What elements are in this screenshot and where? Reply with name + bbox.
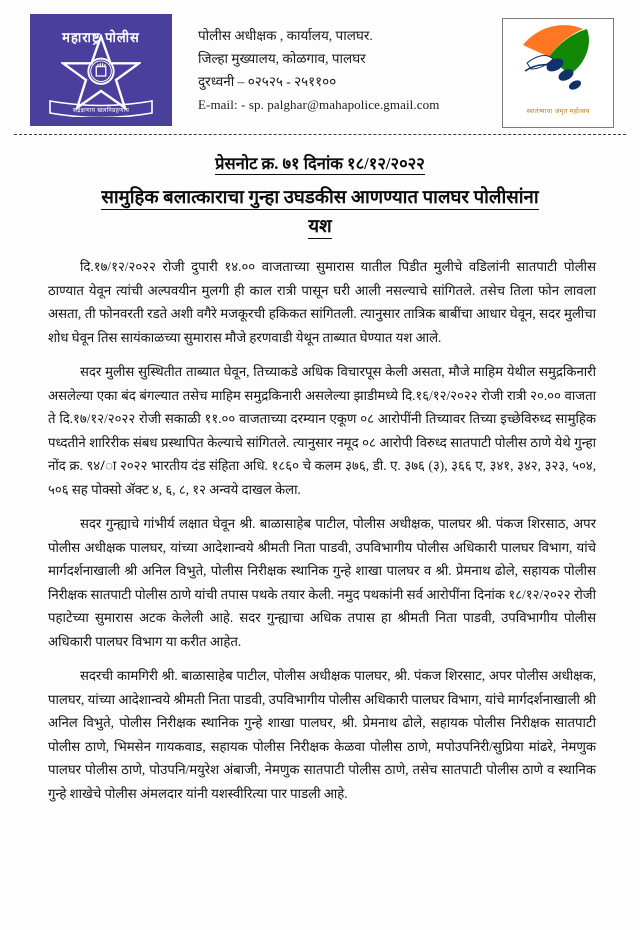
police-logo-motto: सद्रक्षणाय खलनिग्रहणाय bbox=[72, 108, 130, 114]
header-divider bbox=[14, 134, 626, 135]
address-line-email: E-mail: - sp. palghar@mahapolice.gmail.com bbox=[198, 96, 440, 112]
amrit-logo-caption: स्वातंत्र्याचा अमृत महोत्सव bbox=[526, 108, 590, 115]
amrit-mahotsav-logo bbox=[502, 18, 614, 128]
press-note-number-text: प्रेसनोट क्र. ७१ दिनांक १८/१२/२०२२ bbox=[215, 154, 425, 173]
body-paragraph: दि.१७/१२/२०२२ रोजी दुपारी १४.०० वाजताच्या सुमारास यातील पिडीत मुलीचे वडिलांनी सातपाटी पोलीस ठाण्यात येवून त्यांची अल्पवयीन मुलगी ही काल रात्री पासून घरी आली नसल्याचे सांगितले. तसेच तिला फोन लावला असता, ती फोनवरती रडते अशी वगैरे मजकूरची हकिकत सांगितली. त्यानुसार तात्रिक बाबींचा आधार घेवून, सदर मुलीचा शोध घेवून तिस सायंकाळच्या सुमारास मौजे हरणवाडी येथून ताब्यात घेण्यात यश आले. bbox=[48, 259, 596, 345]
maharashtra-police-logo bbox=[30, 14, 172, 126]
address-line-headquarters: जिल्हा मुख्यालय, कोळगाव, पालघर bbox=[198, 51, 366, 67]
document-body bbox=[48, 255, 596, 805]
body-paragraph: सदरची कामगिरी श्री. बाळासाहेब पाटील, पोलीस अधीक्षक पालघर, श्री. पंकज शिरसाट, अपर पोलीस अधीक्षक, पालघर, यांच्या आदेशान्वये श्रीमती निता पाडवी, उपविभागीय पोलीस अधिकारी पालघर विभाग, यांचे मार्गदर्शनाखाली श्री अनिल विभुते, पोलीस निरीक्षक स्थानिक गुन्हे शाखा पालघर, श्री. प्रेमनाथ ढोले, सहायक पोलीस निरीक्षक सातपाटी पोलीस ठाणे, भिमसेन गायकवाड, सहायक पोलीस निरीक्षक केळवा पोलीस ठाणे, मपोउपनिरी/सुप्रिया मांढरे, नेमणुक पालघर पोलीस ठाणे, पोउपनि/मयुरेश अंबाजी, नेमणुक सातपाटी पोलीस ठाणे, तसेच सातपाटी पोलीस ठाणे व स्थानिक गुन्हे शाखेचे पोलीस अंमलदार यांनी यशस्वीरित्या पार पाडली आहे. bbox=[48, 668, 596, 801]
office-address-block bbox=[172, 14, 502, 116]
body-paragraph: सदर गुन्ह्याचे गांभीर्य लक्षात घेवून श्री. बाळासाहेब पाटील, पोलीस अधीक्षक, पालघर श्री. पंकज शिरसाठ, अपर पोलीस अधीक्षक पालघर, यांच्या आदेशान्वये श्रीमती निता पाडवी, उपविभागीय पोलीस अधिकारी पालघर विभाग, यांचे मार्गदर्शनाखाली श्री अनिल विभुते, पोलीस निरीक्षक स्थानिक गुन्हे शाखा पालघर व श्री. प्रेमनाथ ढोले, सहायक पोलीस निरीक्षक सातपाटी पोलीस ठाणे यांची तपास पथके तयार केली. नमुद पथकांनी सर्व आरोपींना दिनांक १८/१२/२०२२ रोजी पहाटेच्या सुमारास अटक केलेली आहे. सदर गुन्ह्याचा अधिक तपास हा श्रीमती निता पाडवी, उपविभागीय पोलीस अधिकारी पालघर विभाग या करीत आहेत. bbox=[48, 516, 596, 649]
headline-line-1: सामुहिक बलात्काराचा गुन्हा उघडकीस आणण्यात पालघर पोलीसांना bbox=[101, 188, 539, 208]
tricolour-flame-icon bbox=[503, 19, 611, 103]
page-title bbox=[36, 184, 604, 241]
police-logo-top-text: महाराष्ट्र पोलीस bbox=[62, 29, 140, 46]
body-paragraph: सदर मुलीस सुस्थितीत ताब्यात घेवून, तिच्याकडे अधिक विचारपूस केली असता, मौजे माहिम येथील समुद्रकिनारी असलेल्या एका बंद बंगल्यात तसेच माहिम समुद्रकिनारी असलेल्या झाडीमध्ये दि.१६/१२/२०२२ रोजी रात्री २०.०० वाजता ते दि.१७/१२/२०२२ रोजी सकाळी ११.०० वाजताच्या दरम्यान एकूण ०८ आरोपींनी तिच्यावर तिच्या इच्छेविरुध्द सामुहिक पध्दतीने शारिरीक संबध प्रस्थापित केल्याचे सांगितले. त्यानुसार नमूद ०८ आरोपी विरुध्द सातपाटी पोलीस ठाणे येथे गुन्हा नोंद क्र. ९४/ा २०२२ भारतीय दंड संहिता अधि. १८६० चे कलम ३७६, डी. ए. ३७६ (३), ३६६ ए, ३४१, ३४२, ३२३, ५०४, ५०६ सह पोक्सो ॲक्ट ४, ६, ८, १२ अन्वये दाखल केला. bbox=[48, 364, 596, 497]
address-line-designation: पोलीस अधीक्षक , कार्यालय, पालघर. bbox=[198, 28, 373, 43]
address-line-phone: दुरध्वनी – ०२५२५ - २५११०० bbox=[198, 74, 337, 90]
document-header bbox=[0, 0, 640, 128]
press-note-number bbox=[0, 151, 640, 174]
headline-line-2: यश bbox=[308, 216, 332, 237]
